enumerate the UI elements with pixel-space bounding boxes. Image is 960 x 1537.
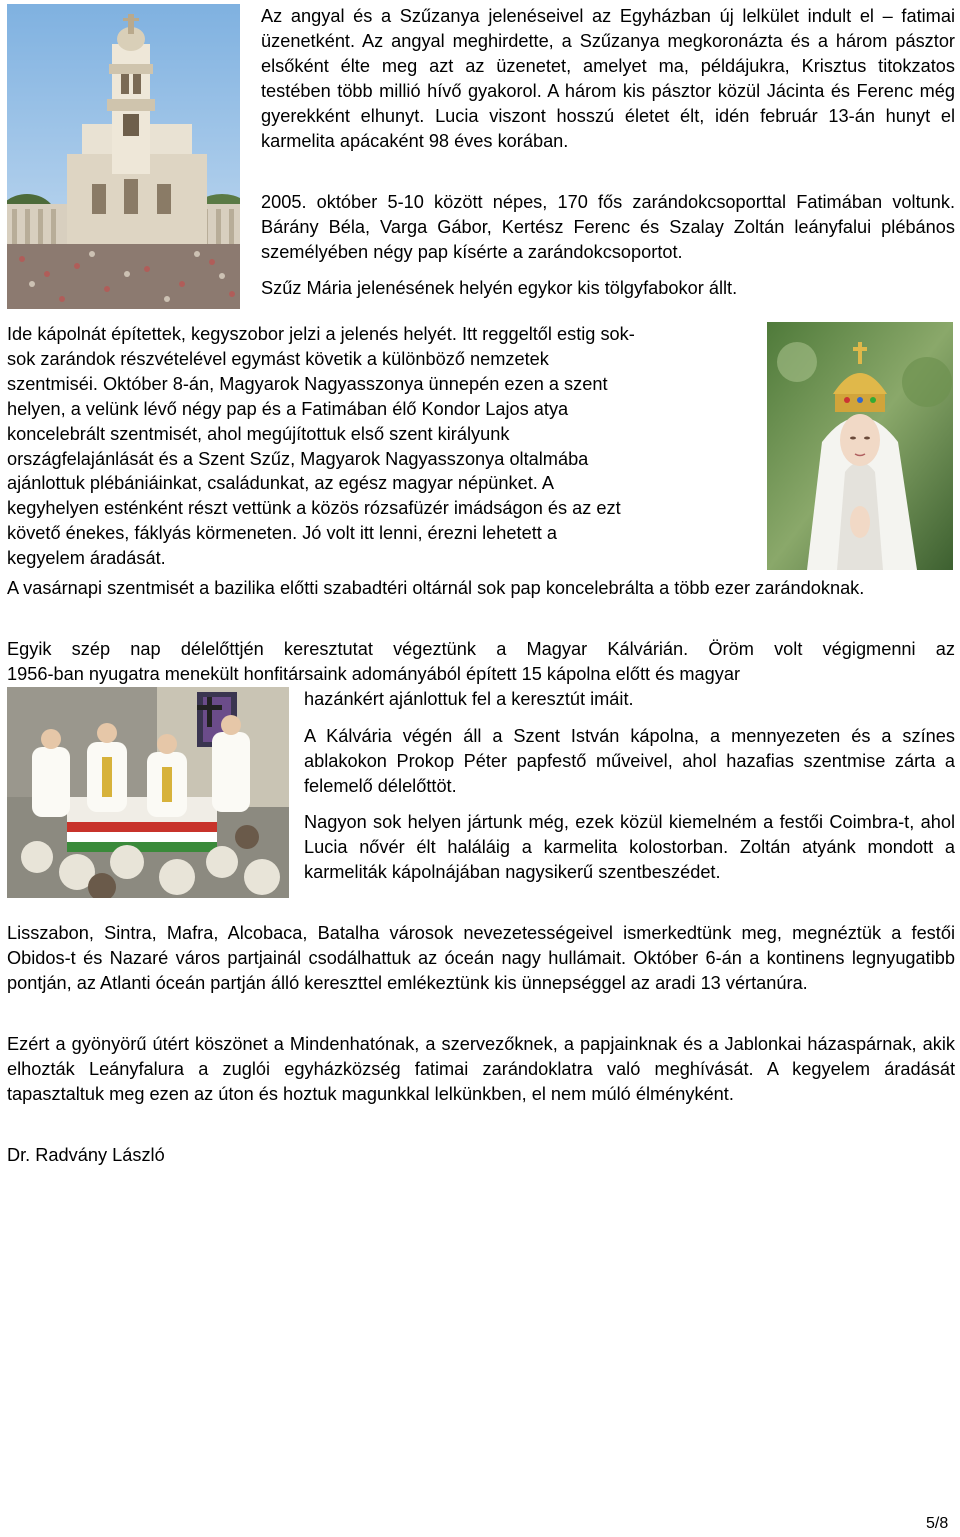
stations-paragraph-tail: hazánkért ajánlottuk fel a keresztút imáit.	[304, 689, 634, 709]
text-line: szentmiséi. Október 8-án, Magyarok Nagyasszonya ünnepén ezen a szent	[7, 373, 608, 394]
text-line: 1956-ban nyugatra menekült honfitársaink adományából épített 15 kápolna előtt és magyar	[7, 663, 741, 684]
thanks-paragraph: Ezért a gyönyörű útért köszönet a Mindenhatónak, a szervezőknek, a papjainknak és a Jablonkai házaspárnak, akik elhozták Leányfalura a zuglói egyházközség fatimai zarándoklatra való meghívását. A kegyelem áradását tapasztaltuk meg ezen az úton és hoztuk magunkkal lelkünkben, el nem múló élményként.	[7, 1034, 955, 1104]
text-line: ajánlottuk plébániáinkat, családunkat, az egész magyar népünket. A	[7, 473, 554, 494]
coimbra-paragraph: Nagyon sok helyen jártunk még, ezek közül kiemelném a festői Coimbra-t, ahol Lucia nővér élt haláláig a karmelita kolostorban. Zoltán atyánk mondott a karmeliták kápolnájában nagysikerű szentbeszédet.	[304, 812, 955, 882]
basilica-photo	[7, 4, 240, 309]
text-line: helyen, a velünk lévő négy pap és a Fatimában élő Kondor Lajos atya	[7, 398, 569, 419]
trip-paragraph: 2005. október 5-10 között népes, 170 fős zarándokcsoporttal Fatimában voltunk. Bárány Béla, Varga Gábor, Kertész Ferenc és Szalay Zoltán leányfalui plébános személyében négy pap kísérte a zarándokcsoportot.	[261, 192, 955, 262]
text-line: koncelebrált szentmisét, ahol megújítottuk első szent királyunk	[7, 423, 510, 444]
signature: Dr. Radvány László	[7, 1145, 165, 1165]
page-number: 5/8	[926, 1515, 949, 1532]
oak-paragraph: Szűz Mária jelenésének helyén egykor kis tölgyfabokor állt.	[261, 278, 738, 298]
text-line: Ide kápolnát építettek, kegyszobor jelzi a jelenés helyét. Itt reggeltől estig sok-	[7, 324, 635, 344]
text-line: kegyhelyen esténként részt vettünk a közös rózsafüzér imádságon és az ezt	[7, 498, 621, 519]
text-line: Egyik szép nap délelőttjén keresztutat végeztünk a Magyar Kálvárián. Öröm volt végigmenni az	[7, 639, 955, 659]
text-line: kegyelem áradását.	[7, 548, 166, 569]
sunday-mass-paragraph: A vasárnapi szentmisét a bazilika előtti szabadtéri oltárnál sok pap koncelebrálta a több ezer zarándoknak.	[7, 578, 865, 598]
cities-paragraph: Lisszabon, Sintra, Mafra, Alcobaca, Batalha városok nevezetességeivel ismerkedtünk meg, megnéztük a festői Obidos-t és Nazaré város partjainál csodálhattuk az óceán nagy hullámait. Október 6-án a kontinens legnyugatibb pontján, az Atlanti óceán partján álló kereszttel emlékeztünk kis ünnepséggel az aradi 13 vértanúra.	[7, 923, 955, 993]
chapel-paragraph	[7, 322, 757, 571]
mass-photo	[7, 687, 289, 898]
intro-paragraph: Az angyal és a Szűzanya jelenéseivel az Egyházban új lelkület indult el – fatimai üzenetként. Az angyal meghirdette, a Szűzanya megkoronázta és a három pásztor elsőként élte meg azt az üzenetet, amelyet ma, példájukra, Krisztus titokzatos testében több millió hívő gyakorol. A három kis pásztor közül Jácinta és Ferenc még gyerekként elhunyt. Lucia viszont hosszú életet élt, idén február 13-án hunyt el karmelita apácaként 98 éves korában.	[261, 6, 955, 151]
madonna-statue-photo	[767, 322, 953, 570]
text-line: követő énekes, fáklyás körmeneten. Jó volt itt lenni, érezni lehetett a	[7, 523, 557, 544]
kalvaria-paragraph: A Kálvária végén áll a Szent István kápolna, a mennyezeten és a színes ablakokon Prokop Péter papfestő műveivel, ahol hazafias szentmise zárta a felemelő délelőttöt.	[304, 726, 955, 796]
text-line: országfelajánlását és a Szent Szűz, Magyarok Nagyasszonya oltalmába	[7, 448, 589, 469]
stations-paragraph	[7, 637, 955, 687]
text-line: sok zarándok részvételével egymást követik a különböző nemzetek	[7, 348, 549, 369]
